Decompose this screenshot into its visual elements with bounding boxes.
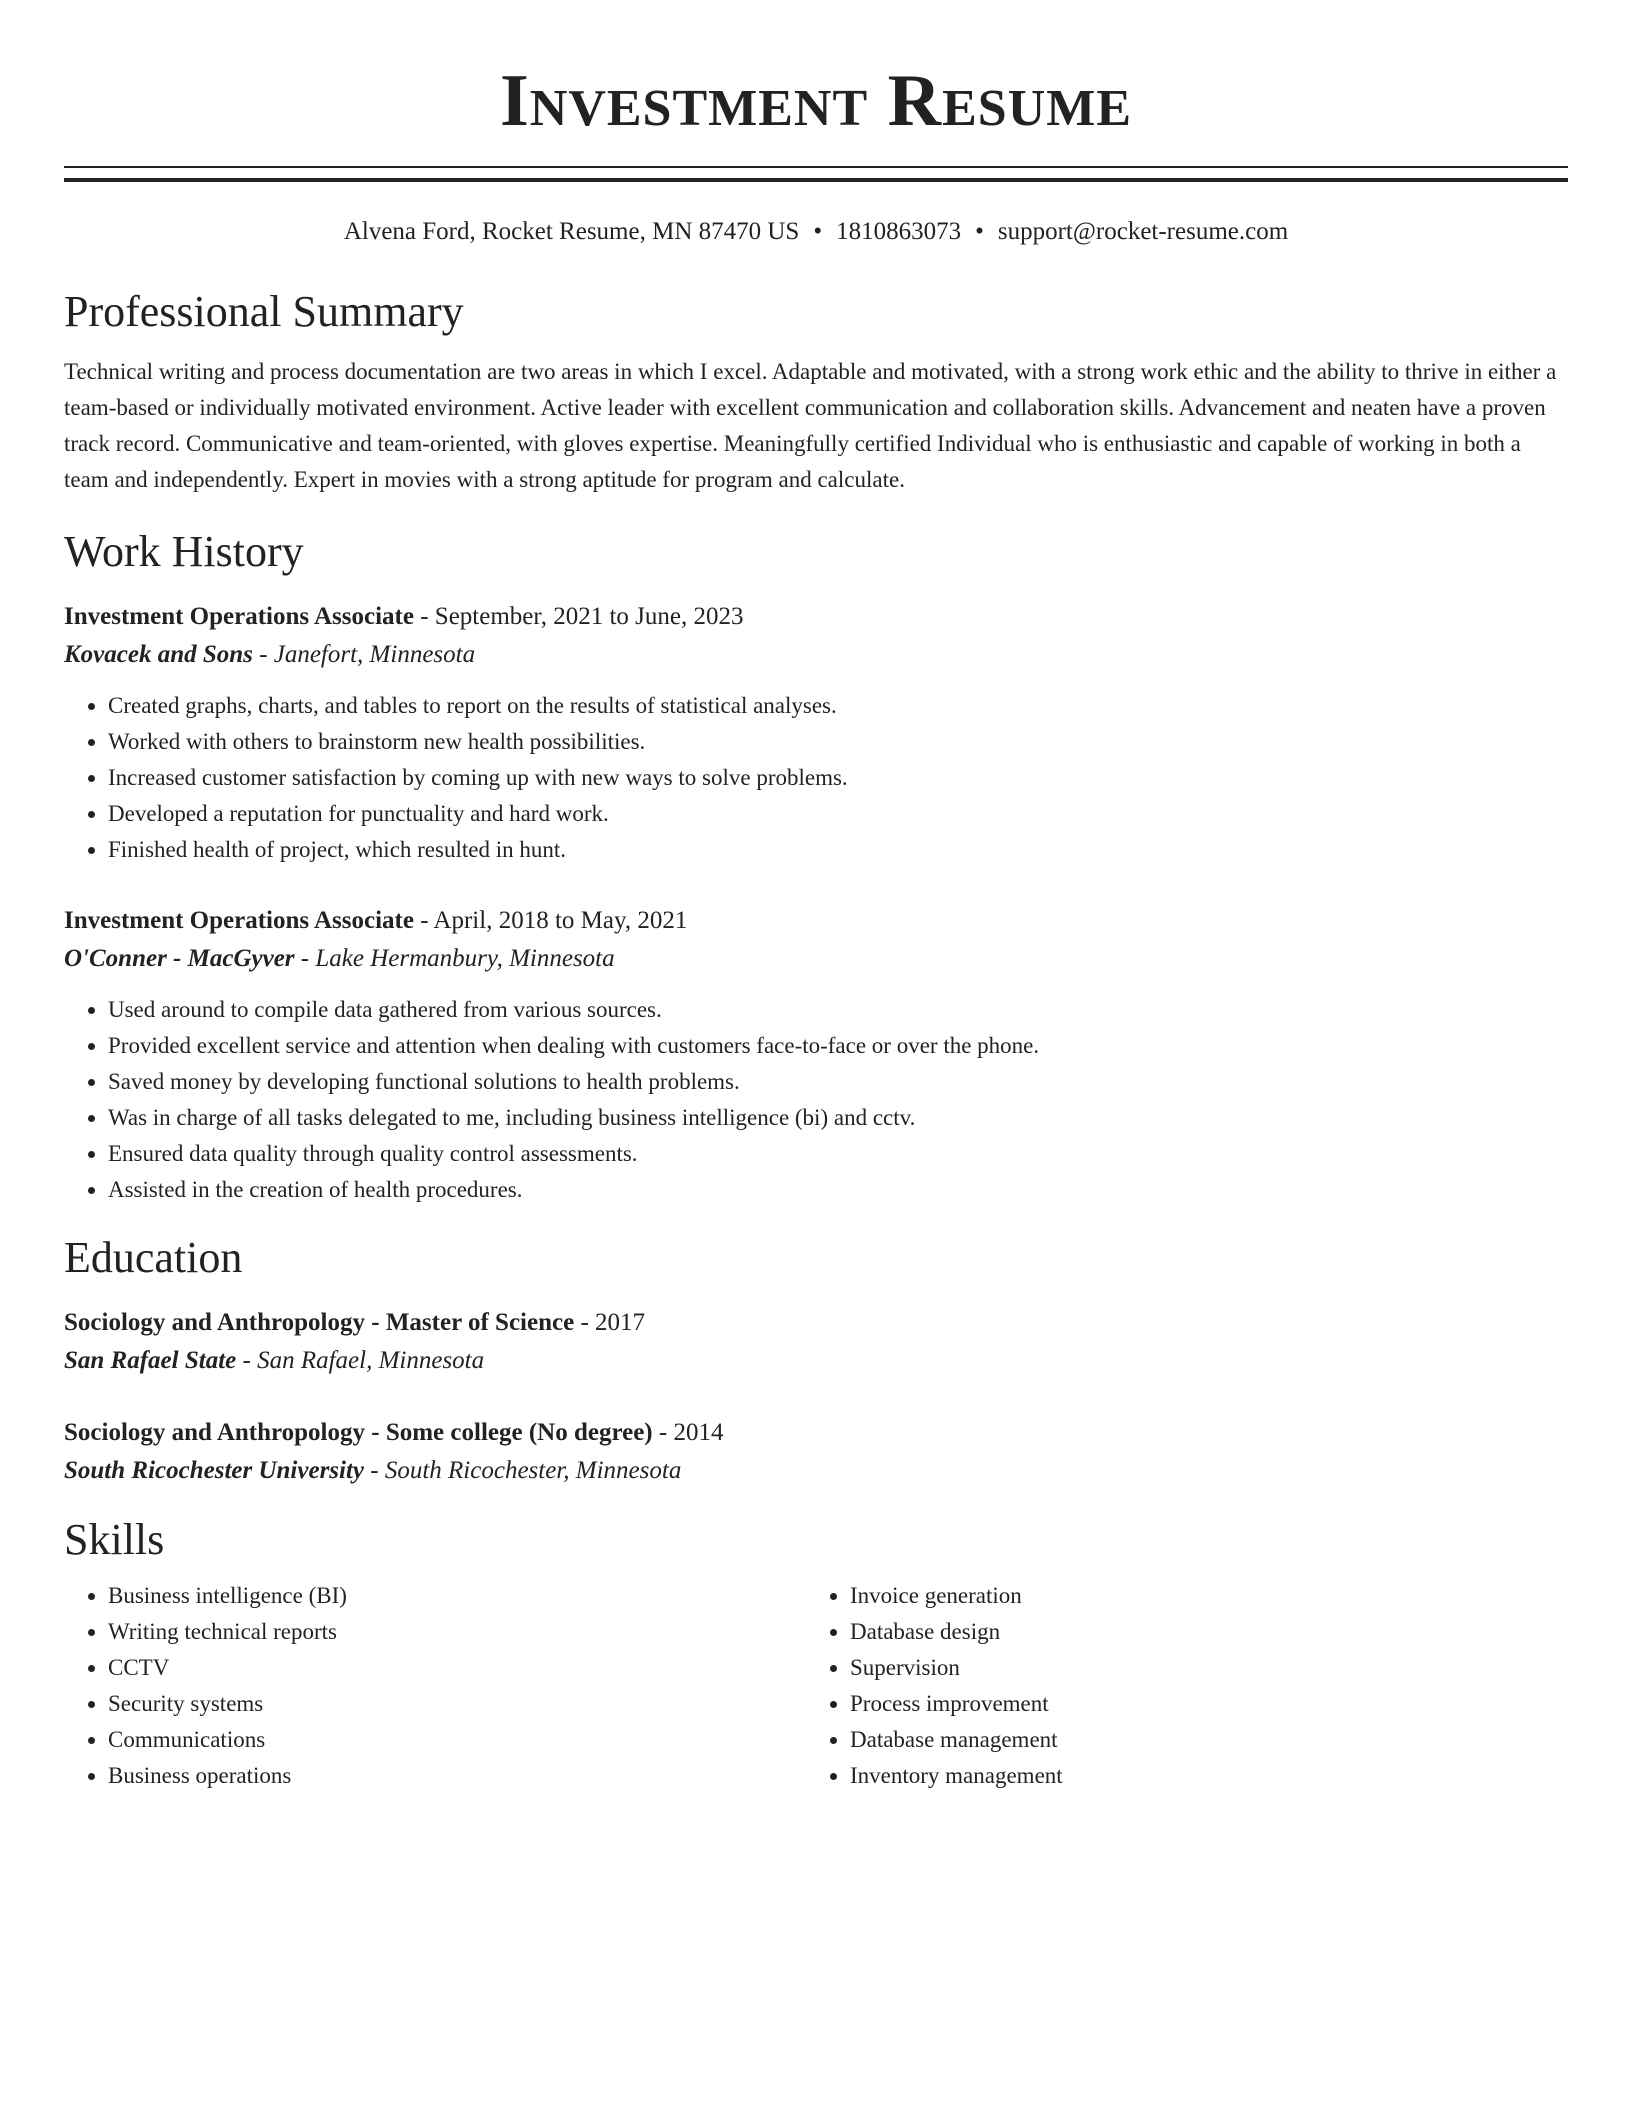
job-entry	[64, 902, 1568, 1208]
skill-item: • Process improvement	[850, 1686, 1548, 1722]
education-degree: Sociology and Anthropology - Some college (No degree)	[64, 1419, 653, 1446]
job-company-line	[64, 636, 1568, 674]
skills-heading: Skills	[64, 1515, 165, 1564]
education-degree-line	[64, 1414, 1568, 1452]
skill-item: • CCTV	[108, 1650, 806, 1686]
job-bullet: • Saved money by developing functional solutions to health problems.	[108, 1064, 1568, 1100]
skill-item: • Invoice generation	[850, 1578, 1548, 1614]
job-company: O'Conner - MacGyver	[64, 945, 295, 972]
title-double-rule	[64, 166, 1568, 182]
job-location: - Lake Hermanbury, Minnesota	[294, 945, 615, 972]
job-bullet: • Assisted in the creation of health procedures.	[108, 1172, 1568, 1208]
job-bullet: • Developed a reputation for punctuality and hard work.	[108, 796, 1568, 832]
job-bullet: • Created graphs, charts, and tables to report on the results of statistical analyses.	[108, 688, 1568, 724]
job-bullet-list	[64, 688, 1568, 868]
job-title: Investment Operations Associate	[64, 603, 414, 630]
job-company: Kovacek and Sons	[64, 641, 253, 668]
education-degree-line	[64, 1304, 1568, 1342]
job-bullet: • Worked with others to brainstorm new health possibilities.	[108, 724, 1568, 760]
education-entry	[64, 1414, 1568, 1490]
education-degree: Sociology and Anthropology - Master of Science	[64, 1309, 575, 1336]
education-entry	[64, 1304, 1568, 1380]
job-title: Investment Operations Associate	[64, 907, 414, 934]
skill-item: • Writing technical reports	[108, 1614, 806, 1650]
job-title-line	[64, 902, 1568, 940]
job-dates: - April, 2018 to May, 2021	[413, 907, 688, 934]
job-bullet: • Used around to compile data gathered from various sources.	[108, 992, 1568, 1028]
job-company-line	[64, 940, 1568, 978]
education-school: South Ricochester University	[64, 1457, 365, 1484]
summary-text: Technical writing and process documentation are two areas in which I excel. Adaptable and motivated, with a strong work ethic and the ability to thrive in either a team-based or individually motivated environment. Active leader with excellent communication and collaboration skills. Advancement and neaten have a proven track record. Communicative and team-oriented, with gloves expertise. Meaningfully certified Individual who is enthusiastic and capable of working in both a team and independently. Expert in movies with a strong aptitude for program and calculate.	[64, 359, 1557, 492]
job-bullet: • Provided excellent service and attention when dealing with customers face-to-face or over the phone.	[108, 1028, 1568, 1064]
skill-item: • Business intelligence (BI)	[108, 1578, 806, 1614]
summary-heading: Professional Summary	[64, 287, 464, 336]
skill-item: • Supervision	[850, 1650, 1548, 1686]
contact-email: support@rocket-resume.com	[997, 218, 1289, 245]
education-school-line	[64, 1452, 1568, 1490]
skill-item: • Security systems	[108, 1686, 806, 1722]
job-entry	[64, 598, 1568, 868]
education-school-line	[64, 1342, 1568, 1380]
education-heading: Education	[64, 1233, 243, 1282]
education-year: - 2017	[574, 1309, 646, 1336]
skill-item: • Database design	[850, 1614, 1548, 1650]
contact-separator: •	[975, 218, 984, 245]
education-location: - South Ricochester, Minnesota	[364, 1457, 682, 1484]
job-bullet: • Ensured data quality through quality control assessments.	[108, 1136, 1568, 1172]
contact-line	[64, 216, 1568, 248]
job-bullet: • Finished health of project, which resulted in hunt.	[108, 832, 1568, 868]
contact-address: Alvena Ford, Rocket Resume, MN 87470 US	[343, 218, 800, 245]
job-bullet-list	[64, 992, 1568, 1208]
skill-item: • Communications	[108, 1722, 806, 1758]
contact-phone: 1810863073	[836, 218, 962, 245]
job-bullet: • Increased customer satisfaction by coming up with new ways to solve problems.	[108, 760, 1568, 796]
education-location: - San Rafael, Minnesota	[236, 1347, 485, 1374]
contact-separator: •	[813, 218, 823, 245]
job-bullet: • Was in charge of all tasks delegated to me, including business intelligence (bi) and cctv.	[108, 1100, 1568, 1136]
job-title-line	[64, 598, 1568, 636]
job-dates: - September, 2021 to June, 2023	[413, 603, 744, 630]
job-location: - Janefort, Minnesota	[252, 641, 476, 668]
skill-item: • Business operations	[108, 1758, 806, 1794]
work-history-heading: Work History	[64, 527, 304, 576]
skills-grid	[64, 1578, 1568, 1794]
skills-column-right	[806, 1578, 1548, 1794]
education-year: - 2014	[652, 1419, 724, 1446]
skill-item: • Database management	[850, 1722, 1548, 1758]
skills-column-left	[64, 1578, 806, 1794]
resume-title: Investment Resume	[499, 60, 1133, 142]
education-school: San Rafael State	[64, 1347, 237, 1374]
skill-item: • Inventory management	[850, 1758, 1548, 1794]
